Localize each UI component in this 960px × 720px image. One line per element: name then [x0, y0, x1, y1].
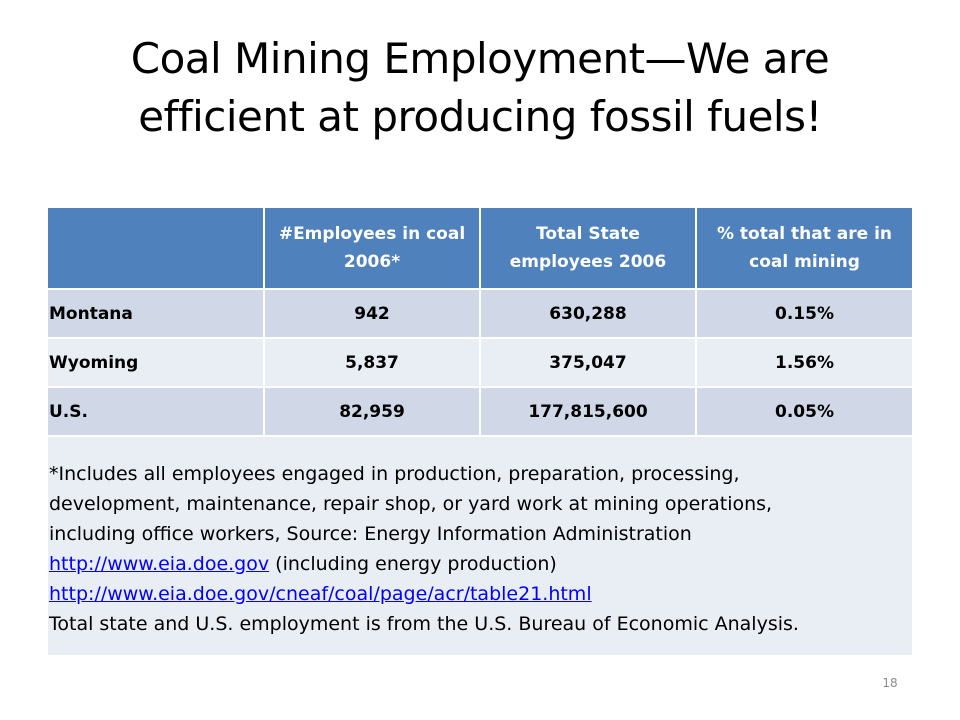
slide-title-line-1: Coal Mining Employment—We are	[130, 34, 830, 83]
table-note	[48, 436, 912, 655]
header-total-employees: Total State employees 2006	[480, 208, 696, 289]
note-line-2: development, maintenance, repair shop, or yard work at mining operations,	[49, 493, 773, 515]
slide-title-line-2: efficient at producing fossil fuels!	[138, 92, 822, 141]
header-percent-coal: % total that are in coal mining	[696, 208, 912, 289]
note-line-5	[49, 579, 912, 609]
cell-percent-coal: 1.56%	[696, 338, 912, 387]
cell-total-employees: 630,288	[480, 289, 696, 338]
slide-title	[40, 30, 920, 146]
cell-region: Montana	[48, 289, 264, 338]
table-row	[48, 338, 912, 387]
eia-link[interactable]: http://www.eia.doe.gov	[49, 553, 270, 575]
cell-percent-coal: 0.05%	[696, 387, 912, 436]
table-row	[48, 289, 912, 338]
table-row	[48, 387, 912, 436]
page-number: 18	[882, 676, 898, 690]
cell-region: U.S.	[48, 387, 264, 436]
cell-percent-coal: 0.15%	[696, 289, 912, 338]
cell-total-employees: 375,047	[480, 338, 696, 387]
note-line-3: including office workers, Source: Energy Information Administration	[49, 523, 692, 545]
cell-total-employees: 177,815,600	[480, 387, 696, 436]
cell-coal-employees: 82,959	[264, 387, 480, 436]
header-region	[48, 208, 264, 289]
cell-region: Wyoming	[48, 338, 264, 387]
header-coal-employees: #Employees in coal 2006*	[264, 208, 480, 289]
note-line-6: Total state and U.S. employment is from the U.S. Bureau of Economic Analysis.	[49, 613, 799, 635]
note-line-1: *Includes all employees engaged in production, preparation, processing,	[49, 463, 740, 485]
employment-table	[48, 208, 912, 655]
note-line-4	[49, 549, 912, 579]
eia-link-suffix: (including energy production)	[269, 553, 557, 575]
cell-coal-employees: 5,837	[264, 338, 480, 387]
table-header-row	[48, 208, 912, 289]
employment-table-container	[48, 208, 912, 655]
eia-table21-link[interactable]: http://www.eia.doe.gov/cneaf/coal/page/acr/table21.html	[49, 583, 592, 605]
table-note-row	[48, 436, 912, 655]
cell-coal-employees: 942	[264, 289, 480, 338]
